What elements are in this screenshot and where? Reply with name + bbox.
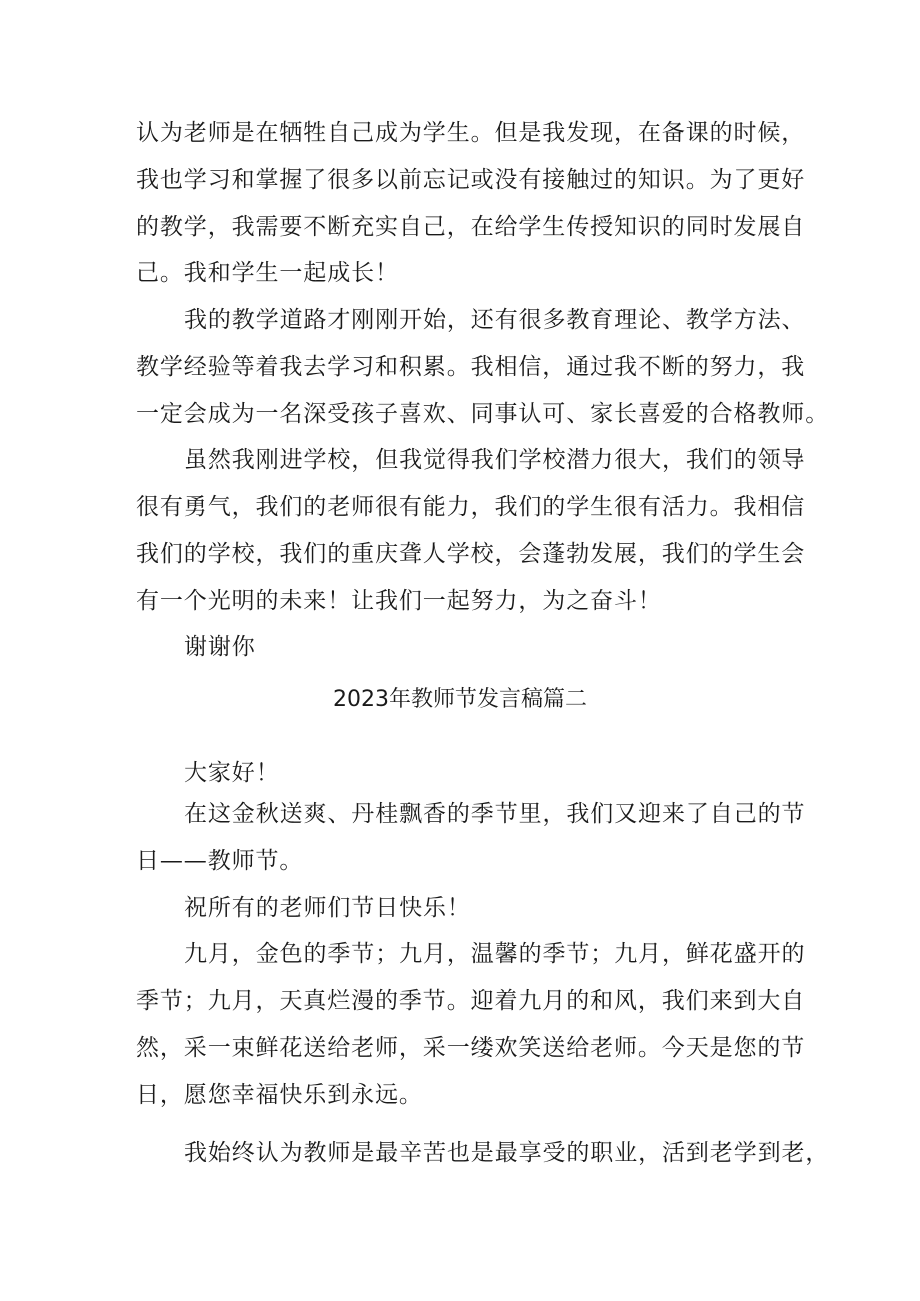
paragraph-line: 在这金秋送爽、丹桂飘香的季节里，我们又迎来了自己的节 xyxy=(184,801,806,827)
paragraph-line: 祝所有的老师们节日快乐！ xyxy=(184,895,471,921)
paragraph-line: 认为老师是在牺牲自己成为学生。但是我发现，在备课的时候， xyxy=(136,120,806,146)
paragraph-line: 的教学，我需要不断充实自己，在给学生传授知识的同时发展自 xyxy=(136,214,806,240)
section-title: 2023年教师节发言稿篇二 xyxy=(333,687,587,712)
paragraph-line: 季节；九月，天真烂漫的季节。迎着九月的和风，我们来到大自 xyxy=(136,988,806,1014)
paragraph-line: 有一个光明的未来！让我们一起努力，为之奋斗！ xyxy=(136,588,662,614)
paragraph-line: 日，愿您幸福快乐到永远。 xyxy=(136,1082,423,1108)
paragraph-line: 我也学习和掌握了很多以前忘记或没有接触过的知识。为了更好 xyxy=(136,167,806,193)
paragraph-line: 很有勇气，我们的老师很有能力，我们的学生很有活力。我相信 xyxy=(136,494,806,520)
paragraph-line: 一定会成为一名深受孩子喜欢、同事认可、家长喜爱的合格教师。 xyxy=(136,401,830,427)
paragraph-line: 我始终认为教师是最辛苦也是最享受的职业，活到老学到老， xyxy=(184,1140,830,1166)
paragraph-line: 然，采一束鲜花送给老师，采一缕欢笑送给老师。今天是您的节 xyxy=(136,1035,806,1061)
paragraph-line: 九月，金色的季节；九月，温馨的季节；九月，鲜花盛开的 xyxy=(184,941,806,967)
paragraph-line: 我们的学校，我们的重庆聋人学校，会蓬勃发展，我们的学生会 xyxy=(136,541,806,567)
paragraph-line: 日——教师节。 xyxy=(136,848,304,874)
paragraph-line: 虽然我刚进学校，但我觉得我们学校潜力很大，我们的领导 xyxy=(184,447,806,473)
paragraph-line: 我的教学道路才刚刚开始，还有很多教育理论、教学方法、 xyxy=(184,307,806,333)
paragraph-line: 教学经验等着我去学习和积累。我相信，通过我不断的努力，我 xyxy=(136,354,806,380)
paragraph-line: 己。我和学生一起成长！ xyxy=(136,260,399,286)
greeting-line: 大家好！ xyxy=(184,760,280,786)
closing-line: 谢谢你 xyxy=(184,634,256,660)
